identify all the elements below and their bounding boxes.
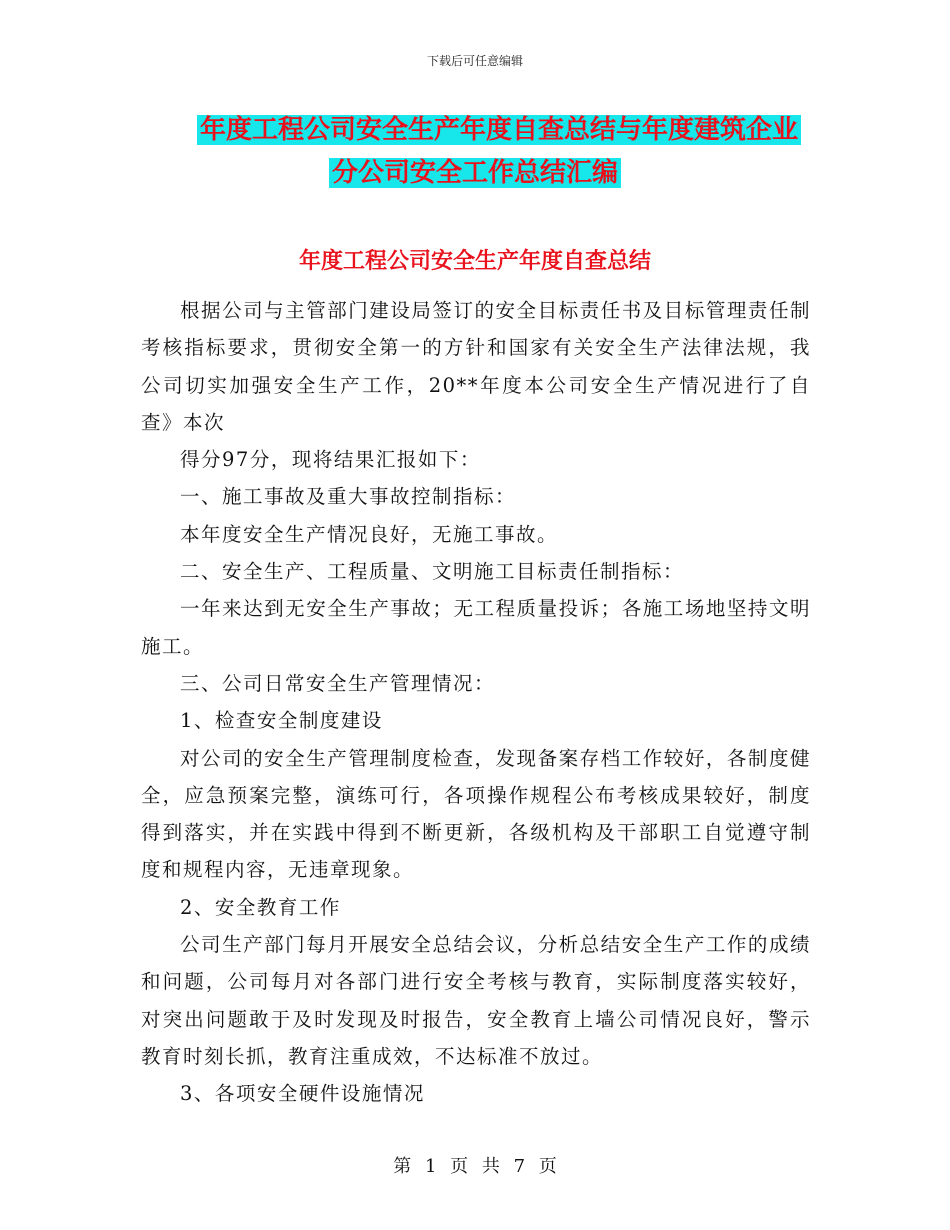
paragraph: 三、公司日常安全生产管理情况：	[180, 671, 496, 695]
paragraph: 本年度安全生产情况良好，无施工事故。	[180, 522, 559, 546]
paragraph: 2、安全教育工作	[180, 895, 341, 919]
page-footer: 第 1 页 共 7 页	[393, 1156, 557, 1177]
paragraph: 得分97分，现将结果汇报如下：	[180, 448, 481, 472]
paragraph: 公司生产部门每月开展安全总结会议，分析总结安全生产工作的成绩和问题，公司每月对各部门进行安全考核与教育，实际制度落实较好，对突出问题敢于及时发现及时报告，安全教育上墙公司情况良好，警示教育时刻长抓，教育注重成效，不达标准不放过。	[141, 933, 811, 1068]
document-title-line-2	[0, 153, 950, 193]
document-title-line-1	[0, 110, 950, 150]
document-body	[141, 292, 811, 1113]
paragraph: 根据公司与主管部门建设局签订的安全目标责任书及目标管理责任制考核指标要求，贯彻安全第一的方针和国家有关安全生产法律法规，我公司切实加强安全生产工作，20**年度本公司安全生产情况进行了自查》本次	[141, 299, 811, 434]
title-highlight-1: 年度工程公司安全生产年度自查总结与年度建筑企业	[197, 115, 801, 145]
paragraph: 3、各项安全硬件设施情况	[180, 1082, 425, 1106]
paragraph: 一、施工事故及重大事故控制指标：	[180, 485, 517, 509]
paragraph: 1、检查安全制度建设	[180, 709, 383, 733]
title-highlight-2: 分公司安全工作总结汇编	[329, 158, 621, 188]
header-note: 下载后可任意编辑	[426, 54, 523, 68]
paragraph: 一年来达到无安全生产事故；无工程质量投诉；各施工场地坚持文明施工。	[141, 597, 811, 658]
paragraph: 二、安全生产、工程质量、文明施工目标责任制指标：	[180, 560, 685, 584]
paragraph: 对公司的安全生产管理制度检查，发现备案存档工作较好，各制度健全，应急预案完整，演练可行，各项操作规程公布考核成果较好，制度得到落实，并在实践中得到不断更新，各级机构及干部职工自觉遵守制度和规程内容，无违章现象。	[141, 746, 811, 882]
section-title: 年度工程公司安全生产年度自查总结	[298, 249, 651, 274]
